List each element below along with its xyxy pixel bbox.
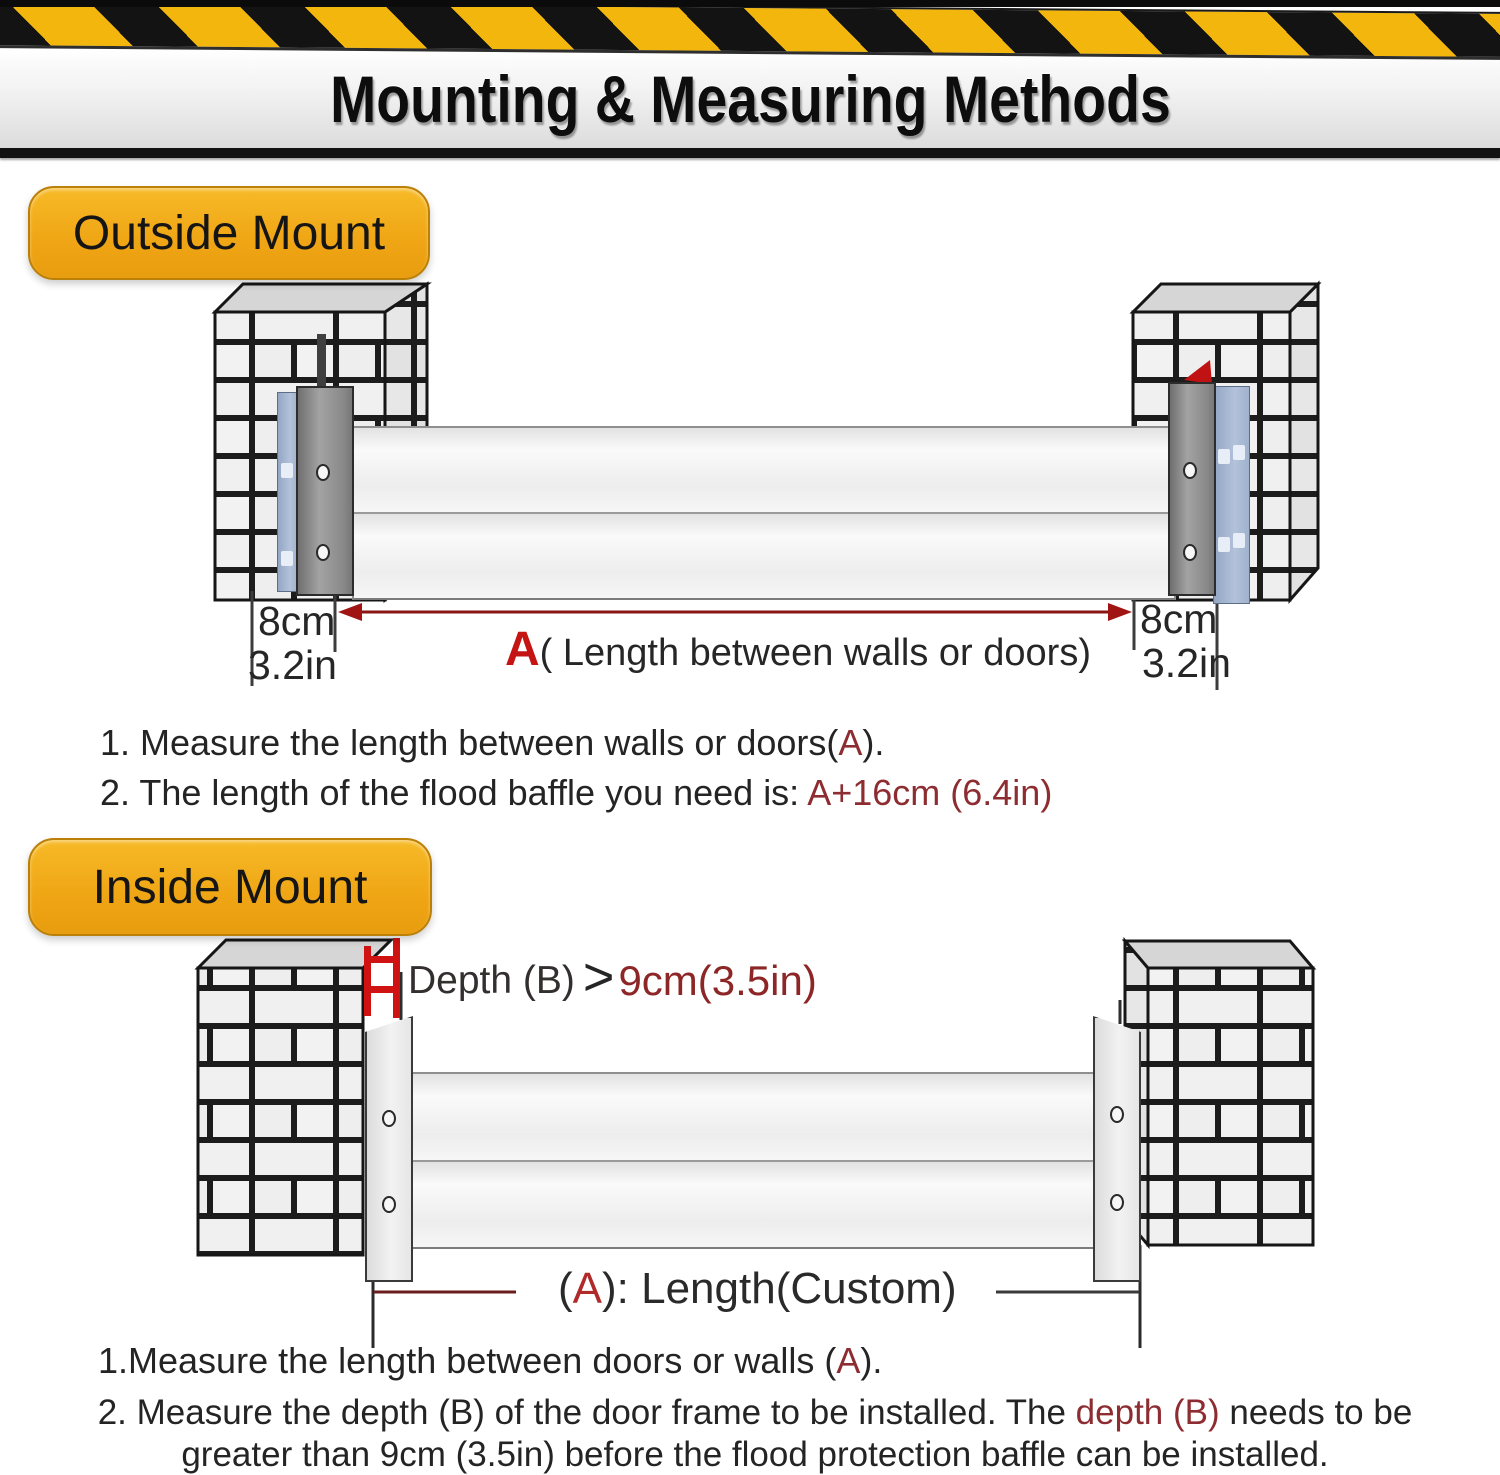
mounting-plate-right	[1093, 1016, 1141, 1282]
span-length-label-A: A	[505, 623, 540, 676]
barrier-panel-bottom	[409, 1160, 1097, 1248]
mounting-channel-right	[1168, 382, 1216, 596]
seal-mark	[1233, 533, 1245, 548]
greater-than-sign: >	[582, 947, 615, 1007]
flood-barrier-inside	[407, 1072, 1099, 1249]
title-underline-bar	[0, 148, 1500, 158]
inside-step-2: 2. Measure the depth (B) of the door frame to be installed. The depth (B) needs to be greater than 9cm (3.5in) before the flood protection baffle can be installed.	[97, 1393, 1413, 1474]
inside-step-1: 1.Measure the length between doors or walls (A).	[98, 1340, 883, 1381]
outside-step-2: 2. The length of the flood baffle you need is: A+16cm (6.4in)	[100, 772, 1053, 814]
wall-anchor-tab	[317, 334, 326, 390]
right-offset-cm: 8cm	[1140, 596, 1218, 642]
screw-hole	[316, 544, 330, 561]
screw-hole	[1183, 544, 1197, 561]
barrier-panel-bottom	[354, 512, 1174, 598]
inside-mount-badge	[28, 838, 432, 936]
screw-hole	[316, 464, 330, 481]
title-band	[0, 49, 1500, 148]
page-title: Mounting & Measuring Methods	[329, 61, 1171, 136]
outside-mount-badge	[28, 186, 430, 280]
flood-barrier-outside	[352, 426, 1176, 600]
span-length-label-text: ( Length between walls or doors)	[539, 632, 1091, 674]
outside-step-1: 1. Measure the length between walls or doors(A).	[100, 722, 885, 763]
outside-steps	[100, 718, 1052, 819]
inside-mount-badge-label: Inside Mount	[92, 860, 368, 914]
custom-length-label: (A): Length(Custom)	[558, 1264, 957, 1313]
custom-length-label-A: A	[572, 1264, 603, 1313]
seal-mark	[1218, 449, 1230, 464]
screw-hole	[1110, 1106, 1124, 1123]
span-arrow-right-head	[1108, 603, 1132, 621]
left-offset-in: 3.2in	[248, 642, 337, 688]
screw-hole	[382, 1196, 396, 1213]
depth-label-text: Depth (B)	[408, 959, 575, 1002]
depth-label-value: 9cm(3.5in)	[618, 957, 817, 1004]
screw-hole	[1183, 462, 1197, 479]
screw-hole	[1110, 1194, 1124, 1211]
span-arrow-left-head	[338, 603, 362, 621]
seal-mark	[1218, 537, 1230, 552]
barrier-panel-top	[354, 428, 1174, 512]
top-black-bar	[0, 0, 1500, 7]
depth-label	[408, 946, 817, 1016]
span-length-label	[505, 623, 1091, 676]
seal-mark	[1233, 445, 1245, 460]
mounting-channel-left	[296, 386, 354, 596]
right-offset-in: 3.2in	[1142, 640, 1231, 686]
screw-hole	[382, 1110, 396, 1127]
seal-mark	[281, 463, 293, 478]
seal-strip-right	[1213, 386, 1250, 604]
inside-right-pillar	[1120, 941, 1313, 1245]
left-offset-cm: 8cm	[258, 598, 336, 644]
barrier-panel-top	[409, 1074, 1097, 1160]
outside-mount-badge-label: Outside Mount	[72, 206, 386, 260]
seal-mark	[281, 551, 293, 566]
mounting-plate-left	[365, 1016, 413, 1282]
